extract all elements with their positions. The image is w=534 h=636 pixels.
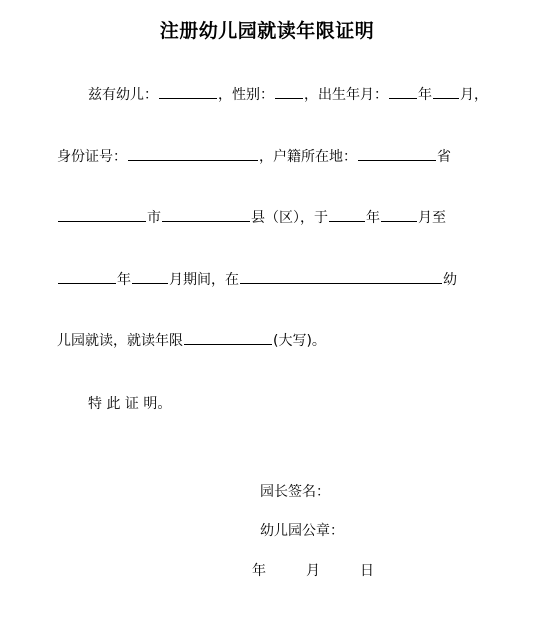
duration-label: 儿园就读，就读年限: [57, 333, 183, 349]
gender-blank[interactable]: [275, 84, 303, 99]
child-info-line: [88, 84, 488, 104]
document-title: 注册幼儿园就读年限证明: [159, 20, 375, 42]
city-unit: 市: [147, 210, 161, 226]
kindergarten-prefix: 幼: [443, 272, 457, 288]
child-name-blank[interactable]: [159, 84, 217, 99]
province-blank[interactable]: [358, 146, 436, 161]
end-year-blank[interactable]: [58, 269, 116, 284]
end-month-blank[interactable]: [132, 269, 168, 284]
start-year-blank[interactable]: [329, 207, 365, 222]
id-domicile-line: [57, 146, 451, 166]
birth-date-label: ，出生年月：: [304, 87, 388, 103]
date-month-unit: 月: [306, 563, 320, 579]
birth-month-unit: 月，: [460, 87, 488, 103]
date-line: [252, 562, 374, 580]
id-number-label: 身份证号：: [57, 149, 127, 165]
birth-year-unit: 年: [418, 87, 432, 103]
start-month-unit: 月至: [418, 210, 446, 226]
end-year-unit: 年: [117, 272, 131, 288]
city-blank[interactable]: [58, 207, 146, 222]
child-name-label: 兹有幼儿：: [88, 87, 158, 103]
date-year-unit: 年: [252, 563, 266, 579]
duration-blank[interactable]: [184, 330, 272, 345]
county-unit: 县（区），于: [251, 210, 328, 226]
start-year-unit: 年: [366, 210, 380, 226]
kindergarten-name-blank[interactable]: [240, 269, 442, 284]
kindergarten-seal-label: 幼儿园公章：: [260, 523, 344, 539]
duration-line: [57, 330, 326, 350]
duration-suffix: (大写)。: [273, 333, 326, 349]
start-month-blank[interactable]: [381, 207, 417, 222]
county-blank[interactable]: [162, 207, 250, 222]
gender-label: ，性别：: [218, 87, 274, 103]
date-day-unit: 日: [360, 563, 374, 579]
city-county-line: [57, 207, 446, 227]
certify-statement: 特 此 证 明。: [88, 396, 172, 412]
birth-year-blank[interactable]: [389, 84, 417, 99]
province-unit: 省: [437, 149, 451, 165]
birth-month-blank[interactable]: [433, 84, 459, 99]
id-number-blank[interactable]: [128, 146, 258, 161]
principal-signature-label: 园长签名：: [260, 484, 330, 500]
period-line: [57, 269, 457, 289]
period-label: 月期间，在: [169, 272, 239, 288]
domicile-label: ，户籍所在地：: [259, 149, 357, 165]
